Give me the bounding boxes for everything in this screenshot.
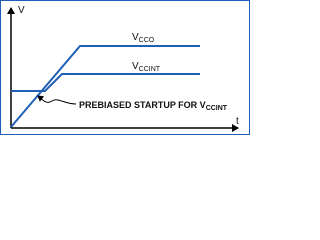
vccint-label: $V_{CCINT}$: [132, 61, 161, 73]
vcco-label: $V_{CCO}$: [132, 32, 155, 44]
startup-diagram: [0, 0, 250, 135]
x-axis-label: t: [236, 116, 239, 127]
diagram-canvas: [0, 0, 250, 135]
annotation-arrow: [38, 96, 76, 104]
prebiased-annotation: PREBIASED STARTUP FOR $V_{CCINT}$: [79, 100, 228, 112]
vcco-trace: [11, 46, 200, 127]
vccint-trace: [11, 74, 200, 91]
figure-frame: [1, 1, 250, 135]
y-axis-label: V: [18, 5, 25, 16]
